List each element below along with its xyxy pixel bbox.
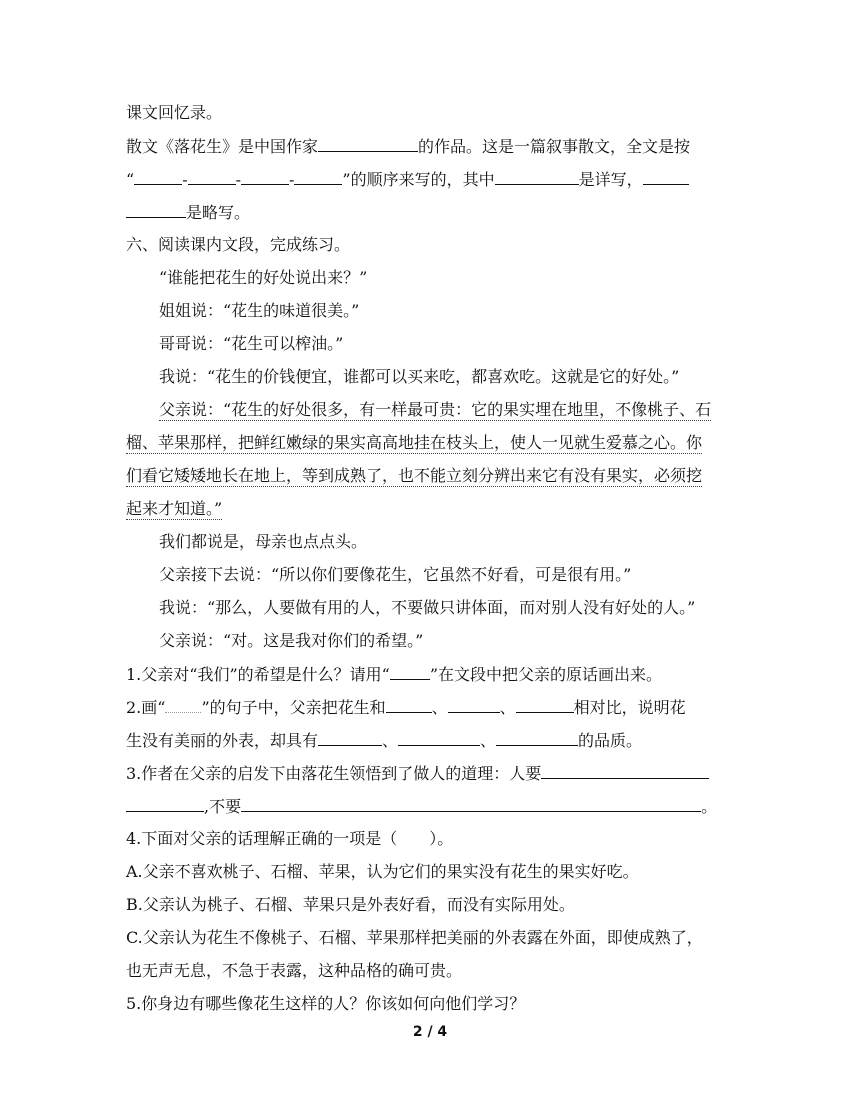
text: 。 xyxy=(701,797,718,816)
text: 2.画“ xyxy=(126,698,166,717)
passage-line xyxy=(159,598,695,618)
answer-blank[interactable] xyxy=(318,136,418,152)
text: 、 xyxy=(431,698,448,717)
text: “谁能把花生的好处说出来？” xyxy=(159,268,368,287)
text: 散文《落花生》是中国作家 xyxy=(126,137,319,156)
text: 1.父亲对“我们”的希望是什么？请用“ xyxy=(126,665,390,684)
text: - xyxy=(235,170,241,189)
text: 是详写， xyxy=(578,170,643,189)
passage-line xyxy=(159,400,711,420)
underlined-text: 榴、苹果那样，把鲜红嫩绿的果实高高地挂在枝头上，使人一见就生爱慕之心。你 xyxy=(126,433,703,452)
passage-line xyxy=(159,301,359,321)
text: 也无声无息，不急于表露，这种品格的确可贵。 xyxy=(126,961,463,980)
text: 的作品。这是一篇叙事散文，全文是按 xyxy=(418,137,691,156)
text: ”在文段中把父亲的原话画出来。 xyxy=(429,665,662,684)
answer-blank[interactable] xyxy=(541,763,709,779)
text: 哥哥说：“花生可以榨油。” xyxy=(159,334,344,353)
section-six-heading xyxy=(126,235,350,255)
text: - xyxy=(182,170,188,189)
text: B.父亲认为桃子、石榴、苹果只是外表好看，而没有实际用处。 xyxy=(126,895,575,914)
answer-blank[interactable] xyxy=(188,169,236,185)
answer-blank[interactable] xyxy=(398,730,480,746)
text: 我说：“那么，人要做有用的人，不要做只讲体面，而对别人没有好处的人。” xyxy=(159,598,696,617)
underlined-text: 们看它矮矮地长在地上，等到成熟了，也不能立刻分辨出来它有没有果实，必须挖 xyxy=(126,466,703,485)
page-number: 2 / 4 xyxy=(412,1024,448,1040)
text: ”的顺序来写的，其中 xyxy=(342,170,495,189)
passage-line xyxy=(126,433,702,453)
answer-blank[interactable] xyxy=(643,169,689,185)
text: 生没有美丽的外表，却具有 xyxy=(126,731,319,750)
text: 我们都说是，母亲也点点头。 xyxy=(159,532,368,551)
passage-line xyxy=(159,268,367,288)
text: ”的句子中，父亲把花生和 xyxy=(201,698,386,717)
text: 、 xyxy=(382,731,399,750)
text: C.父亲认为花生不像桃子、石榴、苹果那样把美丽的外表露在外面，即使成熟了， xyxy=(126,928,703,947)
dotted-sample xyxy=(165,697,201,713)
text: A.父亲不喜欢桃子、石榴、苹果，认为它们的果实没有花生的果实好吃。 xyxy=(126,862,639,881)
passage-line xyxy=(159,334,343,354)
question-1 xyxy=(126,664,662,685)
answer-blank[interactable] xyxy=(126,796,204,812)
answer-blank[interactable] xyxy=(134,169,182,185)
underlined-text: 起来才知道。” xyxy=(126,499,223,518)
text: 姐姐说：“花生的味道很美。” xyxy=(159,301,360,320)
passage-line xyxy=(159,367,679,387)
passage-line xyxy=(159,532,367,552)
question-2-cont xyxy=(126,730,642,751)
passage-line xyxy=(159,565,631,585)
answer-blank[interactable] xyxy=(126,202,186,218)
answer-blank[interactable] xyxy=(516,697,574,713)
option-a[interactable] xyxy=(126,862,639,882)
underline-sample xyxy=(390,664,430,680)
option-c[interactable] xyxy=(126,928,703,948)
option-b[interactable] xyxy=(126,895,575,915)
option-c-cont xyxy=(126,961,462,981)
text: 父亲说：“对。这是我对你们的希望。” xyxy=(159,631,424,650)
answer-blank[interactable] xyxy=(294,169,342,185)
underlined-text: 父亲说：“花生的好处很多，有一样最可贵：它的果实埋在地里，不像桃子、石 xyxy=(159,400,712,419)
passage-line xyxy=(126,499,222,519)
text: 的品质。 xyxy=(578,731,643,750)
recall-heading xyxy=(126,103,222,123)
answer-blank[interactable] xyxy=(496,730,578,746)
text: 相对比，说明花 xyxy=(573,698,686,717)
answer-blank[interactable] xyxy=(241,169,289,185)
question-2 xyxy=(126,697,686,718)
answer-blank[interactable] xyxy=(495,169,579,185)
text: 我说：“花生的价钱便宜，谁都可以买来吃，都喜欢吃。这就是它的好处。” xyxy=(159,367,680,386)
text: - xyxy=(289,170,295,189)
fill-line-brief xyxy=(126,202,250,223)
answer-blank[interactable] xyxy=(448,697,500,713)
text: 、 xyxy=(480,731,497,750)
answer-blank[interactable] xyxy=(318,730,382,746)
text: “ xyxy=(126,170,135,189)
question-5 xyxy=(126,994,525,1014)
question-4 xyxy=(126,829,453,849)
answer-blank[interactable] xyxy=(386,697,432,713)
passage-line xyxy=(159,631,423,651)
text: 、 xyxy=(499,698,516,717)
answer-blank[interactable] xyxy=(241,796,701,812)
question-3 xyxy=(126,763,709,784)
passage-line xyxy=(126,466,702,486)
text: 父亲接下去说：“所以你们要像花生，它虽然不好看，可是很有用。” xyxy=(159,565,632,584)
text: 课文回忆录。 xyxy=(126,103,223,122)
text: 5.你身边有哪些像花生这样的人？你该如何向他们学习？ xyxy=(126,994,526,1013)
question-3-cont xyxy=(126,796,717,817)
text: ,不要 xyxy=(204,797,242,816)
text: 3.作者在父亲的启发下由落花生领悟到了做人的道理：人要 xyxy=(126,764,542,783)
fill-line-order xyxy=(126,169,689,190)
fill-line-author xyxy=(126,136,690,157)
text: 六、阅读课内文段，完成练习。 xyxy=(126,235,351,254)
text: 4.下面对父亲的话理解正确的一项是（ ）。 xyxy=(126,829,454,848)
text: 是略写。 xyxy=(186,203,251,222)
